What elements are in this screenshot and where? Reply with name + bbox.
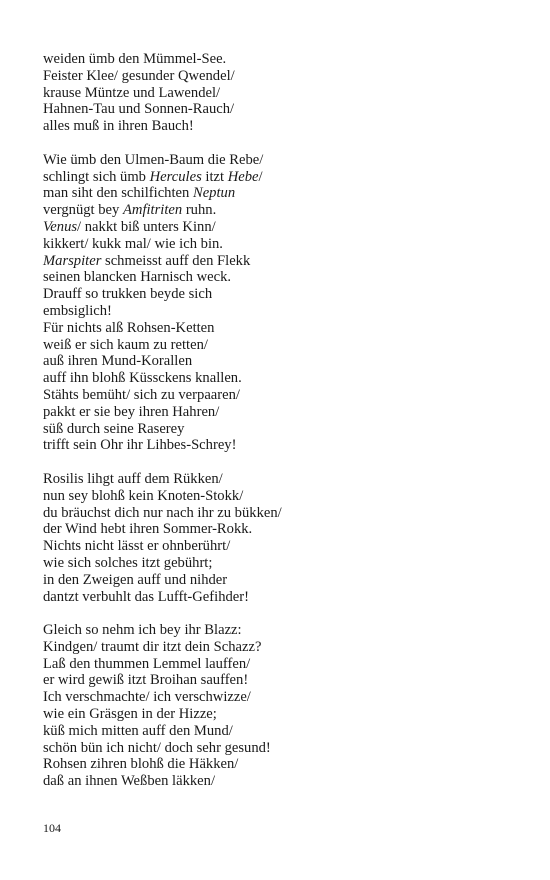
line-text: süß durch seine Raserey [43,420,185,437]
poem-line [43,404,513,421]
line-text: schlingt sich ümb [43,168,150,185]
line-text: / [258,168,263,185]
poem-line [43,85,513,102]
poem-line [43,622,513,639]
poem-line [43,219,513,236]
line-text: Feister Klee/ gesunder Qwendel/ [43,67,235,84]
line-text: kikkert/ kukk mal/ wie ich bin. [43,235,223,252]
poem-line [43,488,513,505]
italic-name: Hebe [227,168,259,185]
poem-line [43,672,513,689]
line-text: auß ihren Mund-Korallen [43,353,193,370]
italic-name: Venus [43,218,78,235]
poem-line [43,118,513,135]
poem-line [43,773,513,790]
poem-line [43,555,513,572]
line-text: Für nichts alß Rohsen-Ketten [43,319,215,336]
poem-line [43,521,513,538]
poem-line [43,303,513,320]
poem-line [43,236,513,253]
poem-line [43,538,513,555]
poem-line [43,51,513,68]
poem-line [43,253,513,270]
poem-body [43,51,513,807]
poem-line [43,370,513,387]
line-text: Rosilis lihgt auff dem Rükken/ [43,470,223,487]
poem-line [43,202,513,219]
poem-line [43,572,513,589]
line-text: küß mich mitten auff den Mund/ [43,722,233,739]
poem-line [43,656,513,673]
poem-line [43,353,513,370]
line-text: itzt [201,168,228,185]
stanza [43,622,513,790]
line-text: du bräuchst dich nur nach ihr zu bükken/ [43,504,282,521]
line-text: auff ihn blohß Küssckens knallen. [43,370,242,387]
line-text: dantzt verbuhlt das Lufft-Gefihder! [43,588,249,605]
line-text: weiden ümb den Mümmel-See. [43,51,227,67]
poem-line [43,152,513,169]
line-text: Hahnen-Tau und Sonnen-Rauch/ [43,101,235,118]
poem-line [43,68,513,85]
poem-line [43,723,513,740]
stanza [43,51,513,135]
poem-line [43,740,513,757]
poem-line [43,589,513,606]
poem-line [43,320,513,337]
line-text: wie ein Gräsgen in der Hizze; [43,706,217,723]
line-text: Wie ümb den Ulmen-Baum die Rebe/ [43,151,264,168]
italic-name: Hercules [149,168,202,185]
line-text: pakkt er sie bey ihren Hahren/ [43,403,220,420]
poem-line [43,706,513,723]
line-text: der Wind hebt ihren Sommer-Rokk. [43,521,253,538]
line-text: in den Zweigen auff und nihder [43,571,228,588]
line-text: Gleich so nehm ich bey ihr Blazz: [43,622,242,639]
poem-line [43,337,513,354]
poem-line [43,471,513,488]
line-text: man siht den schilfichten [43,185,193,202]
line-text: / nakkt biß unters Kinn/ [77,218,216,235]
line-text: er wird gewiß itzt Broihan sauffen! [43,672,249,689]
poem-line [43,437,513,454]
italic-name: Marspiter [43,252,102,269]
line-text: nun sey blohß kein Knoten-Stokk/ [43,487,244,504]
poem-line [43,185,513,202]
line-text: ruhn. [182,202,217,219]
line-text: seinen blancken Harnisch weck. [43,269,232,286]
poem-line [43,689,513,706]
stanza [43,471,513,605]
line-text: Drauff so trukken beyde sich [43,286,213,303]
page-number: 104 [43,821,61,835]
poem-line [43,169,513,186]
line-text: Kindgen/ traumt dir itzt dein Schazz? [43,638,262,655]
line-text: Ich verschmachte/ ich verschwizze/ [43,689,251,706]
poem-line [43,286,513,303]
line-text: trifft sein Ohr ihr Lihbes-Schrey! [43,437,237,454]
line-text: wie sich solches itzt gebührt; [43,554,213,571]
line-text: Laß den thummen Lemmel lauffen/ [43,655,251,672]
line-text: Rohsen zihren blohß die Häkken/ [43,756,239,773]
stanza [43,152,513,454]
poem-line [43,269,513,286]
line-text: weiß er sich kaum zu retten/ [43,336,208,353]
italic-name: Amfitriten [122,202,183,219]
line-text: daß an ihnen Weßben läkken/ [43,773,216,790]
poem-line [43,639,513,656]
line-text: Nichts nicht lässt er ohnberührt/ [43,538,231,555]
line-text: alles muß in ihren Bauch! [43,118,194,135]
poem-line [43,387,513,404]
poem-line [43,101,513,118]
line-text: schmeisst auff den Flekk [101,252,251,269]
italic-name: Neptun [192,185,236,202]
poem-line [43,505,513,522]
line-text: krause Müntze und Lawendel/ [43,84,221,101]
line-text: schön bün ich nicht/ doch sehr gesund! [43,739,271,756]
line-text: vergnügt bey [43,202,123,219]
line-text: Stähts bemüht/ sich zu verpaaren/ [43,386,240,403]
poem-line [43,421,513,438]
line-text: embsiglich! [43,302,112,319]
poem-line [43,756,513,773]
